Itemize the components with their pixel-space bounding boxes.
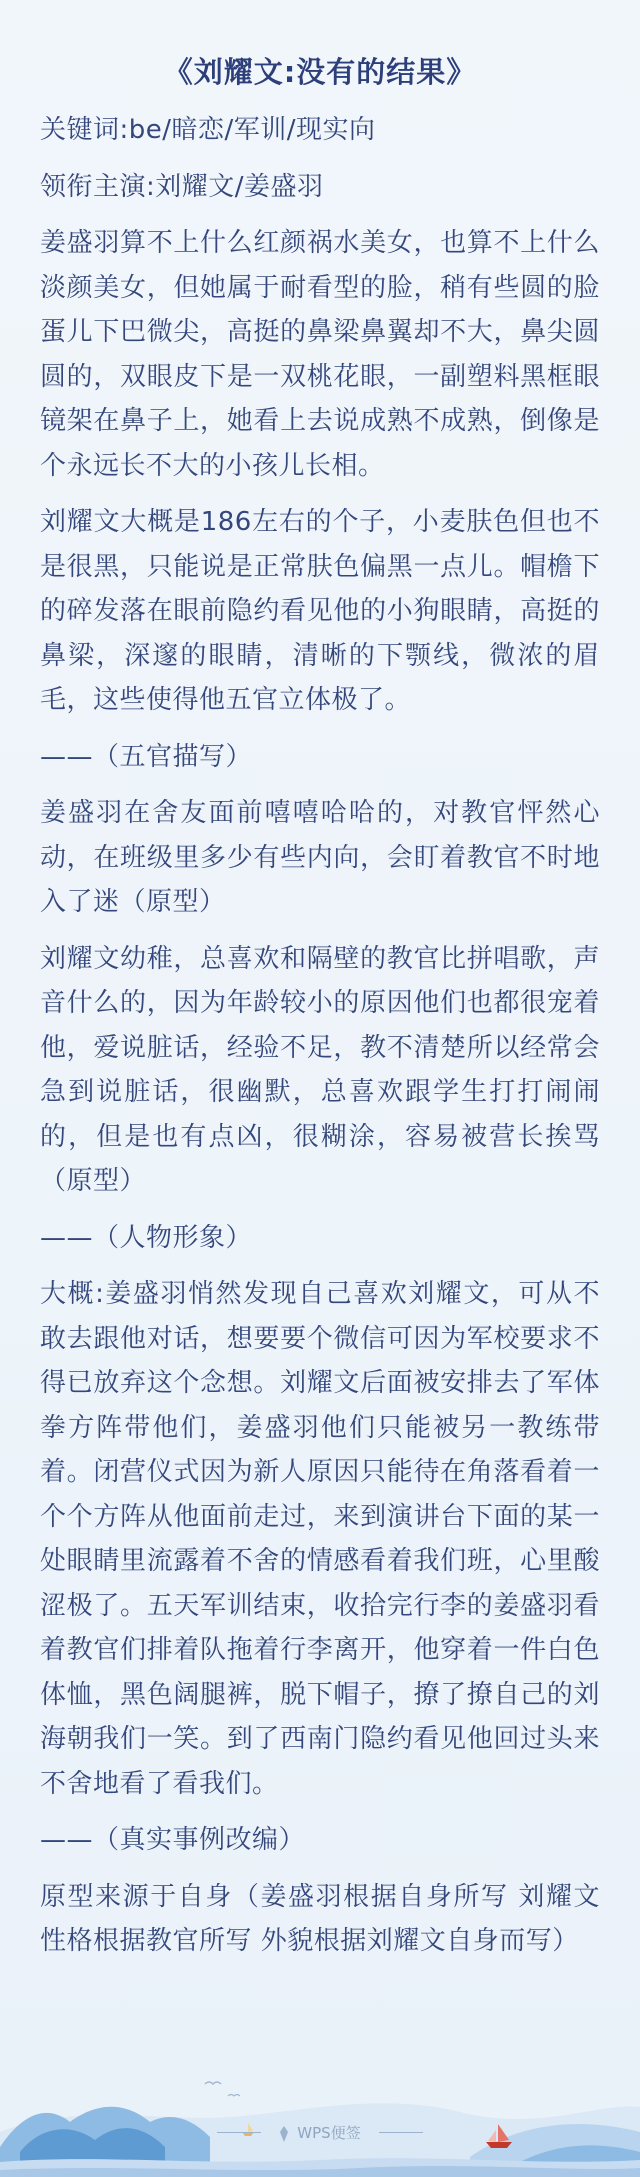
landscape-illustration (0, 2062, 640, 2177)
brand-divider-left (217, 2132, 261, 2133)
pen-icon (279, 2126, 289, 2142)
brand-divider-right (379, 2132, 423, 2133)
note-title: 《刘耀文:没有的结果》 (163, 55, 477, 89)
paragraph-source: 原型来源于自身（姜盛羽根据自身所写 刘耀文性格根据教官所写 外貌根据刘耀文自身而写） (40, 1881, 600, 1956)
section-label-characters: ——（人物形象） (40, 1222, 253, 1253)
paragraph-hero-appearance: 刘耀文大概是186左右的个子，小麦肤色但也不是很黑，只能说是正常肤色偏黑一点儿。帽檐下的碎发落在眼前隐约看见他的小狗眼睛，高挺的鼻梁，深邃的眼睛，清晰的下颚线，微浓的眉毛，这些使得他五官立体极了。 (40, 507, 600, 715)
keywords-line: 关键词:be/暗恋/军训/现实向 (40, 115, 376, 145)
paragraph-heroine-appearance: 姜盛羽算不上什么红颜祸水美女，也算不上什么淡颜美女，但她属于耐看型的脸，稍有些圆的脸蛋儿下巴微尖，高挺的鼻梁鼻翼却不大，鼻尖圆圆的，双眼皮下是一双桃花眼，一副塑料黑框眼镜架在鼻子上，她看上去说成熟不成熟，倒像是个永远长不大的小孩儿长相。 (40, 228, 600, 481)
footer-illustration (0, 2062, 640, 2177)
cast-line: 领衔主演:刘耀文/姜盛羽 (40, 171, 324, 202)
paragraph-plot: 大概:姜盛羽悄然发现自己喜欢刘耀文，可从不敢去跟他对话，想要要个微信可因为军校要求不得已放弃这个念想。刘耀文后面被安排去了军体拳方阵带他们，姜盛羽他们只能被另一教练带着。闭营仪式因为新人原因只能待在角落看着一个个方阵从他面前走过，来到演讲台下面的某一处眼睛里流露着不舍的情感看着我们班，心里酸涩极了。五天军训结束，收拾完行李的姜盛羽看着教官们排着队拖着行李离开，他穿着一件白色体恤，黑色阔腿裤，脱下帽子，撩了撩自己的刘海朝我们一笑。到了西南门隐约看见他回过头来不舍地看了看我们。 (40, 1279, 600, 1799)
paragraph-heroine-character: 姜盛羽在舍友面前嘻嘻哈哈的，对教官怦然心动，在班级里多少有些内向，会盯着教官不时地入了迷（原型） (40, 798, 600, 917)
brand-label: WPS便签 (297, 2124, 361, 2142)
brand-mark (279, 2122, 360, 2143)
paragraph-hero-character: 刘耀文幼稚，总喜欢和隔壁的教官比拼唱歌，声音什么的，因为年龄较小的原因他们也都很宠着他，爱说脏话，经验不足，教不清楚所以经常会急到说脏话，很幽默，总喜欢跟学生打打闹闹的，但是也有点凶，很糊涂，容易被营长挨骂（原型） (40, 943, 600, 1196)
note-body (40, 108, 600, 1976)
section-label-true-story: ——（真实事例改编） (40, 1825, 306, 1855)
section-label-features: ——（五官描写） (40, 741, 253, 772)
brand-footer (0, 2122, 640, 2143)
